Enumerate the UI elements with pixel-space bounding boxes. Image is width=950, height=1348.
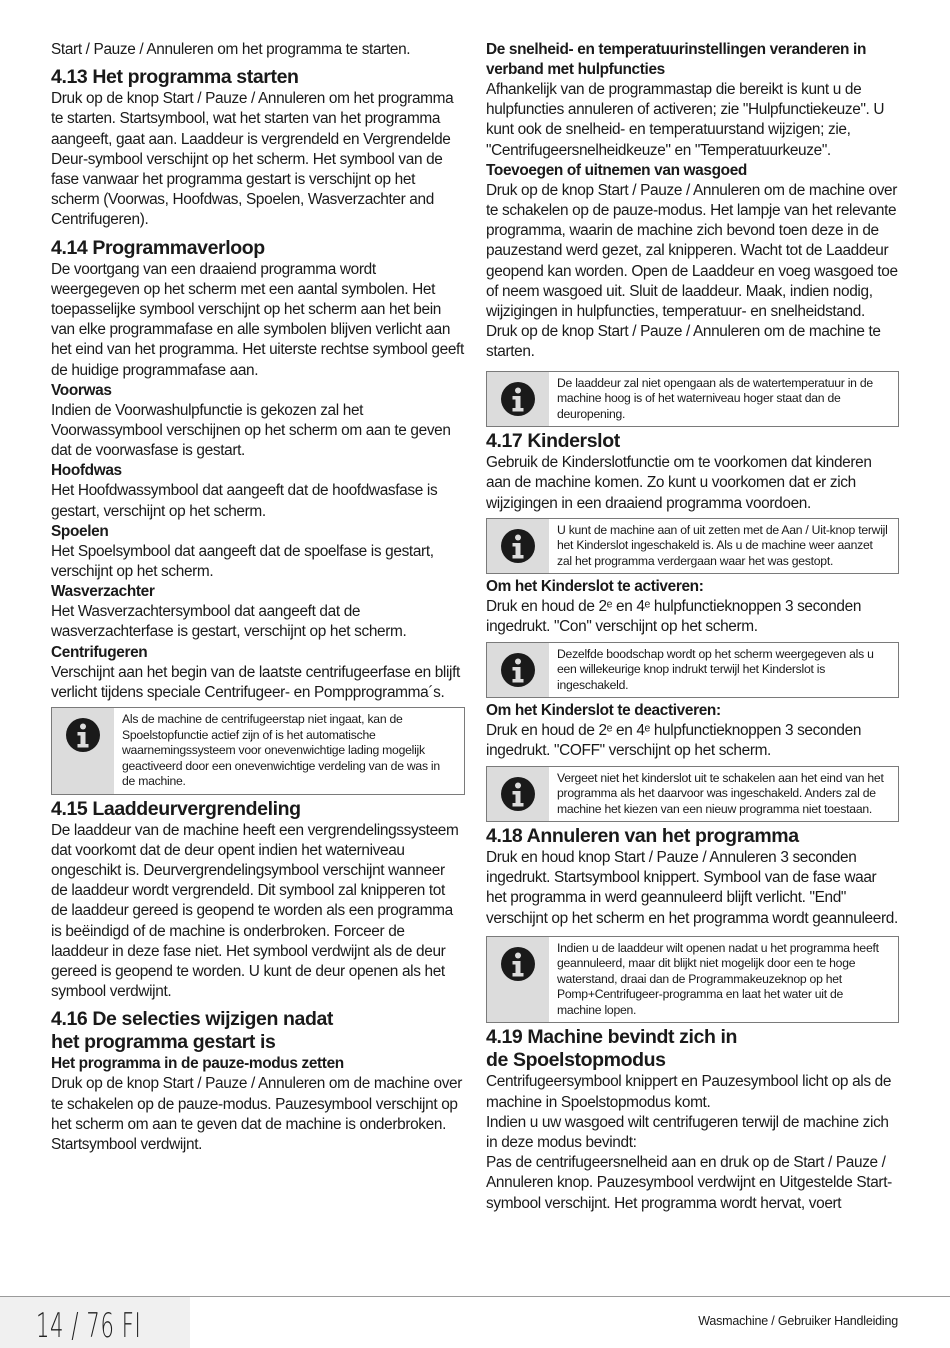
subheading-hoofdwas: Hoofdwas <box>51 462 122 480</box>
subheading-activeren: Om het Kinderslot te activeren: <box>486 578 704 596</box>
note-text: Als de machine de centrifugeerstap niet ingaat, kan de Spoelstopfunctie actief zijn of is het automatische waarnemingssysteem voor onevenwichtige lading mogelijk geactiveerd door een onevenwichtige verdeling van de was in de machine. <box>122 712 440 789</box>
subheading-toevoegen: Toevoegen of uitnemen van wasgoed <box>486 161 747 179</box>
paragraph-activeren: Druk en houd de 2ᵉ en 4ᵉ hulpfunctieknoppen 3 seconden ingedrukt. "Con" verschijnt op het scherm. <box>486 598 862 636</box>
info-note-boodschap <box>486 642 899 699</box>
intro-text: Start / Pauze / Annuleren om het programma te starten. <box>51 41 411 58</box>
note-text: Dezelfde boodschap wordt op het scherm weergegeven als u een willekeurige knop indrukt terwijl het Kinderslot is ingeschakeld. <box>557 646 874 692</box>
paragraph-4-19-b: Indien u uw wasgoed wilt centrifugeren terwijl de machine zich in deze modus bevindt: <box>486 1113 889 1151</box>
info-icon <box>487 372 549 427</box>
heading-4-14: 4.14 Programmaverloop <box>51 236 265 259</box>
heading-4-19-line1: 4.19 Machine bevindt zich in <box>486 1026 738 1049</box>
note-text: Vergeet niet het kinderslot uit te schakelen aan het eind van het programma als het daarvoor was ingeschakeld. Anders zal de machine het kiezen van een nieuw programma niet toestaan. <box>557 770 884 816</box>
note-text: U kunt de machine aan of uit zetten met de Aan / Uit-knop terwijl het Kinderslot ingeschakeld is. Als u de machine weer aanzet zal het programma verdergaan waar het was gestopt. <box>557 522 888 568</box>
paragraph-snelheid: Afhankelijk van de programmastap die bereikt is kunt u de hulpfuncties annuleren of activeren; zie "Hulpfunctiekeuze". U kunt ook de snelheid- en temperatuurstand wijzigen; zie, "Centrifugeersnelheidkeuze" en "Temperatuurkeuze". <box>486 81 885 159</box>
paragraph-4-19-c: Pas de centrifugeersnelheid aan en druk op de Start / Pauze / Annuleren knop. Pauzesymbool verdwijnt en Uitgestelde Start-symbool verschijnt. Het programma wordt hervat, voert <box>486 1154 892 1212</box>
heading-4-15: 4.15 Laaddeurvergrendeling <box>51 797 301 820</box>
note-text: De laaddeur zal niet opengaan als de watertemperatuur in de machine hoog is of het waterniveau hoger staat dan de deuropening. <box>557 375 873 421</box>
subheading-centrifugeren: Centrifugeren <box>51 643 148 661</box>
info-icon <box>487 519 549 574</box>
info-icon <box>487 643 549 698</box>
subheading-spoelen: Spoelen <box>51 522 109 540</box>
paragraph-pauze: Druk op de knop Start / Pauze / Annuleren om de machine over te schakelen op de pauze-modus. Pauzesymbool verschijnt op het scherm om aan te geven dat de machine is onderbroken. Startsymbool verdwijnt. <box>51 1075 463 1154</box>
info-note-deur <box>486 371 899 428</box>
subheading-pauze: Het programma in de pauze-modus zetten <box>51 1055 344 1073</box>
info-note-pomp <box>486 936 899 1024</box>
heading-4-16-line2: het programma gestart is <box>51 1031 276 1054</box>
paragraph-toevoegen: Druk op de knop Start / Pauze / Annuleren om de machine over te schakelen op de pauze-modus. Het lampje van het relevante programma, waarin de machine zich bevond toen deze in de pauzestand werd gezet, zal knipperen. Wacht tot de Laaddeur geopend kan worden. Open de Laaddeur en voeg wasgoed toe of neem wasgoed uit. Sluit de laaddeur. Maak, indien nodig, wijzigingen in hulpfuncties, temperatuur- en snelheidstand. Druk op de knop Start / Pauze / Annuleren om de machine te starten. <box>486 181 898 361</box>
paragraph-centrifugeren: Verschijnt aan het begin van de laatste centrifugeerfase en blijft verlicht tijdens speciale Centrifugeer- en Pompprogramma´s. <box>51 663 460 701</box>
info-icon <box>487 767 549 822</box>
footer-document-title: Wasmachine / Gebruiker Handleiding <box>698 1314 898 1328</box>
heading-4-19-line2: de Spoelstopmodus <box>486 1049 666 1072</box>
subheading-voorwas: Voorwas <box>51 381 112 399</box>
info-note-centrifuge <box>51 707 465 795</box>
paragraph-4-17: Gebruik de Kinderslotfunctie om te voorkomen dat kinderen aan de machine komen. Zo kunt u voorkomen dat er zich wijzigingen in een draaiend programma voordoen. <box>486 454 872 512</box>
paragraph-voorwas: Indien de Voorwashulpfunctie is gekozen zal het Voorwassymbool verschijnen op het scherm om aan te geven dat de voorwasfase is gestart. <box>51 401 451 460</box>
paragraph-4-15: De laaddeur van de machine heeft een vergrendelingssysteem dat voorkomt dat de deur opent indien het waterniveau ongeschikt is. Deurvergrendelingsymbool verschijnt wanneer de laaddeur wordt vergrendeld. Dit symbool zal knipperen tot de laaddeur gereed is geopend te worden als een programma is beëindigd of de machine is onderbroken. Forceer de laaddeur in deze fase niet. Het symbool verdwijnt als de deur gereed is geopend te worden. U kunt de deur openen als het symbool verdwijnt. <box>51 821 459 1001</box>
right-column <box>486 40 899 1214</box>
page-number: 14 / 76 FI <box>36 1306 142 1346</box>
heading-4-17: 4.17 Kinderslot <box>486 430 620 453</box>
heading-4-18: 4.18 Annuleren van het programma <box>486 825 799 848</box>
paragraph-4-18: Druk en houd knop Start / Pauze / Annuleren 3 seconden ingedrukt. Startsymbool knippert. Symbool van de fase waar het programma in werd geannuleerd blijft verlicht. "End" verschijnt op het scherm en het programma wordt geannuleerd. <box>486 849 898 927</box>
paragraph-4-13: Druk op de knop Start / Pauze / Annuleren om het programma te starten. Startsymbool, wat het starten van het programma aangeeft, gaat aan. Laaddeur is vergrendeld en Vergrendelde Deur-symbool verschijnt op het scherm. Het symbool van de fase vanwaar het programma gestart is verschijnt op het scherm (Voorwas, Hoofdwas, Spoelen, Wasverzachter and Centrifugeren). <box>51 90 454 229</box>
heading-4-13: 4.13 Het programma starten <box>51 66 299 89</box>
paragraph-deactiveren: Druk en houd de 2ᵉ en 4ᵉ hulpfunctieknoppen 3 seconden ingedrukt. "COFF" verschijnt op het scherm. <box>486 722 862 760</box>
paragraph-spoelen: Het Spoelsymbool dat aangeeft dat de spoelfase is gestart, verschijnt op het scherm. <box>51 542 434 581</box>
info-note-aanuit <box>486 518 899 575</box>
heading-4-16-line1: 4.16 De selecties wijzigen nadat <box>51 1008 333 1031</box>
subheading-wasverzachter: Wasverzachter <box>51 583 155 601</box>
info-note-vergeet <box>486 766 899 823</box>
paragraph-4-19-a: Centrifugeersymbool knippert en Pauzesymbool licht op als de machine in Spoelstopmodus komt. <box>486 1073 892 1111</box>
subheading-snelheid: De snelheid- en temperatuurinstellingen veranderen in verband met hulpfuncties <box>486 41 866 78</box>
info-icon <box>52 708 114 794</box>
subheading-deactiveren: Om het Kinderslot te deactiveren: <box>486 702 721 720</box>
paragraph-4-14: De voortgang van een draaiend programma wordt weergegeven op het scherm met een aantal symbolen. Het toepasselijke symbool verschijnt op het scherm aan het bein van elke programmafase en alle symbolen blijven verlicht aan het eind van het programma. Het uiterste rechtse symbool geeft de huidige programmafase aan. <box>51 260 464 379</box>
paragraph-hoofdwas: Het Hoofdwassymbool dat aangeeft dat de hoofdwasfase is gestart, verschijnt op het scherm. <box>51 482 438 520</box>
paragraph-wasverzachter: Het Wasverzachtersymbool dat aangeeft dat de wasverzachterfase is gestart, verschijnt op het scherm. <box>51 603 407 641</box>
note-text: Indien u de laaddeur wilt openen nadat u het programma heeft geannuleerd, maar dit blijkt niet mogelijk door een te hoge waterstand, draai dan de Programmakeuzeknop op het Pomp+Centrifugeer-programma en laat het water uit de machine lopen. <box>557 940 879 1017</box>
left-column <box>51 40 465 1155</box>
info-icon <box>487 937 549 1023</box>
